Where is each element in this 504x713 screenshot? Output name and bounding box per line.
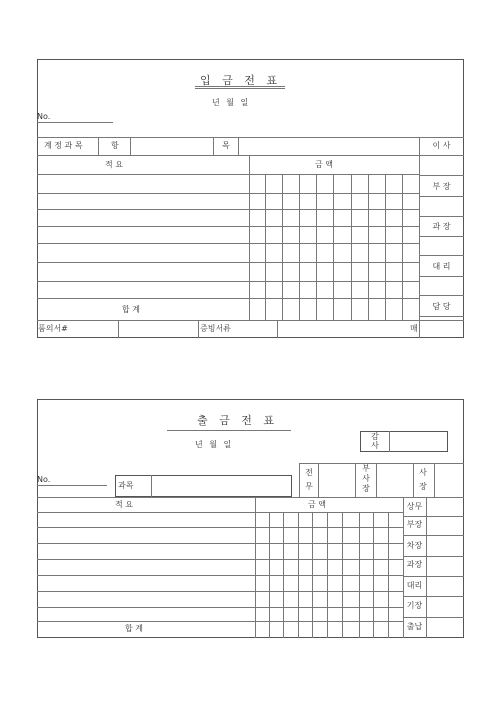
deposit-amount-col: [316, 174, 317, 320]
deposit-no-underline: [37, 122, 113, 123]
withdrawal-approval-line: [403, 556, 464, 557]
withdrawal-subject-box: [115, 475, 292, 497]
withdrawal-grid-top: [37, 497, 464, 498]
withdrawal-approval-deputy-manager: 차장: [406, 541, 423, 550]
deposit-approval-executive: 이 사: [432, 141, 451, 150]
deposit-grid-header-line: [37, 174, 419, 175]
deposit-amount-col: [265, 174, 266, 320]
deposit-approval-line: [419, 295, 464, 296]
deposit-approval-line: [419, 316, 464, 317]
deposit-footer-request: 품의서#: [38, 324, 68, 333]
deposit-amount-col: [282, 174, 283, 320]
withdrawal-audit-label: 감사: [371, 432, 379, 450]
withdrawal-approval-line: [403, 535, 464, 536]
deposit-amount-col: [402, 174, 403, 320]
deposit-header-top: [37, 137, 464, 138]
deposit-amount-col: [351, 174, 352, 320]
withdrawal-amount-col: [388, 512, 389, 638]
withdrawal-amount-col: [342, 512, 343, 638]
deposit-hang-label: 항: [111, 141, 119, 150]
withdrawal-title: 출 금 전 표: [197, 414, 278, 427]
deposit-no-label: No.: [37, 112, 51, 121]
deposit-divider: [238, 137, 239, 155]
withdrawal-vp-label: 부사장: [362, 464, 370, 493]
deposit-date-label: 년 월 일: [212, 98, 251, 107]
withdrawal-grid-row-line: [37, 543, 403, 544]
withdrawal-grid-row-line: [37, 591, 403, 592]
deposit-summary-label: 적 요: [105, 160, 123, 169]
withdrawal-approval-top: [299, 463, 464, 464]
deposit-amount-col: [385, 174, 386, 320]
deposit-approval-line: [419, 175, 464, 176]
withdrawal-approval-bookkeeper: 기장: [406, 601, 423, 610]
deposit-approval-manager: 과 장: [432, 222, 451, 231]
deposit-grid-row-line: [37, 298, 419, 299]
deposit-mok-label: 목: [222, 141, 230, 150]
withdrawal-title-underline: [167, 430, 291, 431]
withdrawal-approval-line: [403, 617, 464, 618]
deposit-approval-line: [419, 216, 464, 217]
withdrawal-approval-divider: [413, 463, 414, 497]
deposit-footer-count: 매: [410, 324, 418, 333]
deposit-title-underline-2: [195, 88, 285, 89]
withdrawal-approval-section-chief: 과장: [406, 560, 423, 569]
deposit-grid-row-line: [37, 281, 419, 282]
withdrawal-grid-header-line: [37, 512, 403, 513]
withdrawal-approval-divider: [355, 463, 356, 497]
deposit-grid-row-line: [37, 262, 419, 263]
withdrawal-grid-row-line: [37, 575, 403, 576]
withdrawal-amount-col: [327, 512, 328, 638]
deposit-title-underline: [195, 86, 285, 87]
withdrawal-amount-col: [373, 512, 374, 638]
deposit-approval-staff: 담 당: [432, 302, 451, 311]
deposit-approval-line: [419, 196, 464, 197]
withdrawal-grid-row-line: [37, 621, 403, 622]
withdrawal-approval-line: [403, 516, 464, 517]
deposit-title: 입 금 전 표: [200, 74, 281, 87]
deposit-grid-row-line: [37, 209, 419, 210]
withdrawal-grid-row-line: [37, 559, 403, 560]
withdrawal-approval-divider: [318, 463, 319, 497]
withdrawal-subject-divider: [151, 475, 152, 497]
deposit-amount-col: [299, 174, 300, 320]
withdrawal-approval-line: [403, 596, 464, 597]
withdrawal-approval-general-manager: 부장: [406, 520, 423, 529]
withdrawal-grid-row-line: [37, 607, 403, 608]
deposit-grid-row-line: [37, 193, 419, 194]
withdrawal-approval-line: [403, 576, 464, 577]
deposit-footer-divider: [118, 320, 119, 338]
withdrawal-approval-assistant-manager: 대리: [406, 581, 423, 590]
deposit-approval-line: [419, 255, 464, 256]
withdrawal-amount-col: [298, 512, 299, 638]
deposit-account-label: 계 정 과 목: [44, 141, 83, 150]
withdrawal-approval-cashier: 출납: [406, 622, 423, 631]
deposit-grid-total-line: [37, 320, 464, 321]
deposit-footer-divider: [277, 320, 278, 338]
deposit-footer-divider: [198, 320, 199, 338]
deposit-approval-line: [419, 276, 464, 277]
deposit-approval-assistant-manager: 대 리: [432, 262, 451, 271]
withdrawal-no-label: No.: [37, 475, 51, 484]
deposit-amount-label: 금 액: [315, 160, 333, 169]
withdrawal-amount-col: [312, 512, 313, 638]
deposit-amount-col: [333, 174, 334, 320]
deposit-approval-general-manager: 부 장: [432, 182, 451, 191]
deposit-amount-divider: [249, 155, 250, 320]
withdrawal-subject-label: 과목: [118, 481, 134, 490]
withdrawal-no-underline: [37, 485, 107, 486]
withdrawal-amount-col: [269, 512, 270, 638]
withdrawal-total-label: 합 계: [125, 624, 143, 633]
withdrawal-amount-label: 금 액: [308, 500, 326, 509]
withdrawal-president-label: 사장: [419, 468, 427, 491]
deposit-divider: [98, 137, 99, 155]
deposit-header-mid: [37, 155, 464, 156]
withdrawal-approval-divider: [434, 463, 435, 497]
withdrawal-grid-row-line: [37, 527, 403, 528]
deposit-divider: [213, 137, 214, 155]
withdrawal-exec-label: 전무: [305, 468, 313, 491]
deposit-total-label: 합 계: [122, 305, 140, 314]
deposit-divider: [130, 137, 131, 155]
withdrawal-amount-col: [359, 512, 360, 638]
withdrawal-date-label: 년 월 일: [195, 440, 234, 449]
deposit-slip-border: [37, 59, 464, 338]
withdrawal-summary-label: 적 요: [115, 500, 133, 509]
withdrawal-amount-col: [283, 512, 284, 638]
deposit-grid-row-line: [37, 226, 419, 227]
withdrawal-audit-divider: [389, 431, 390, 452]
deposit-amount-col: [368, 174, 369, 320]
deposit-footer-evidence: 증빙서류: [200, 324, 231, 333]
withdrawal-approval-managing-director: 상무: [406, 502, 423, 511]
withdrawal-approval-divider: [299, 463, 300, 497]
withdrawal-amount-divider: [255, 497, 256, 638]
deposit-approval-line: [419, 236, 464, 237]
withdrawal-approval-divider: [376, 463, 377, 497]
deposit-grid-row-line: [37, 243, 419, 244]
